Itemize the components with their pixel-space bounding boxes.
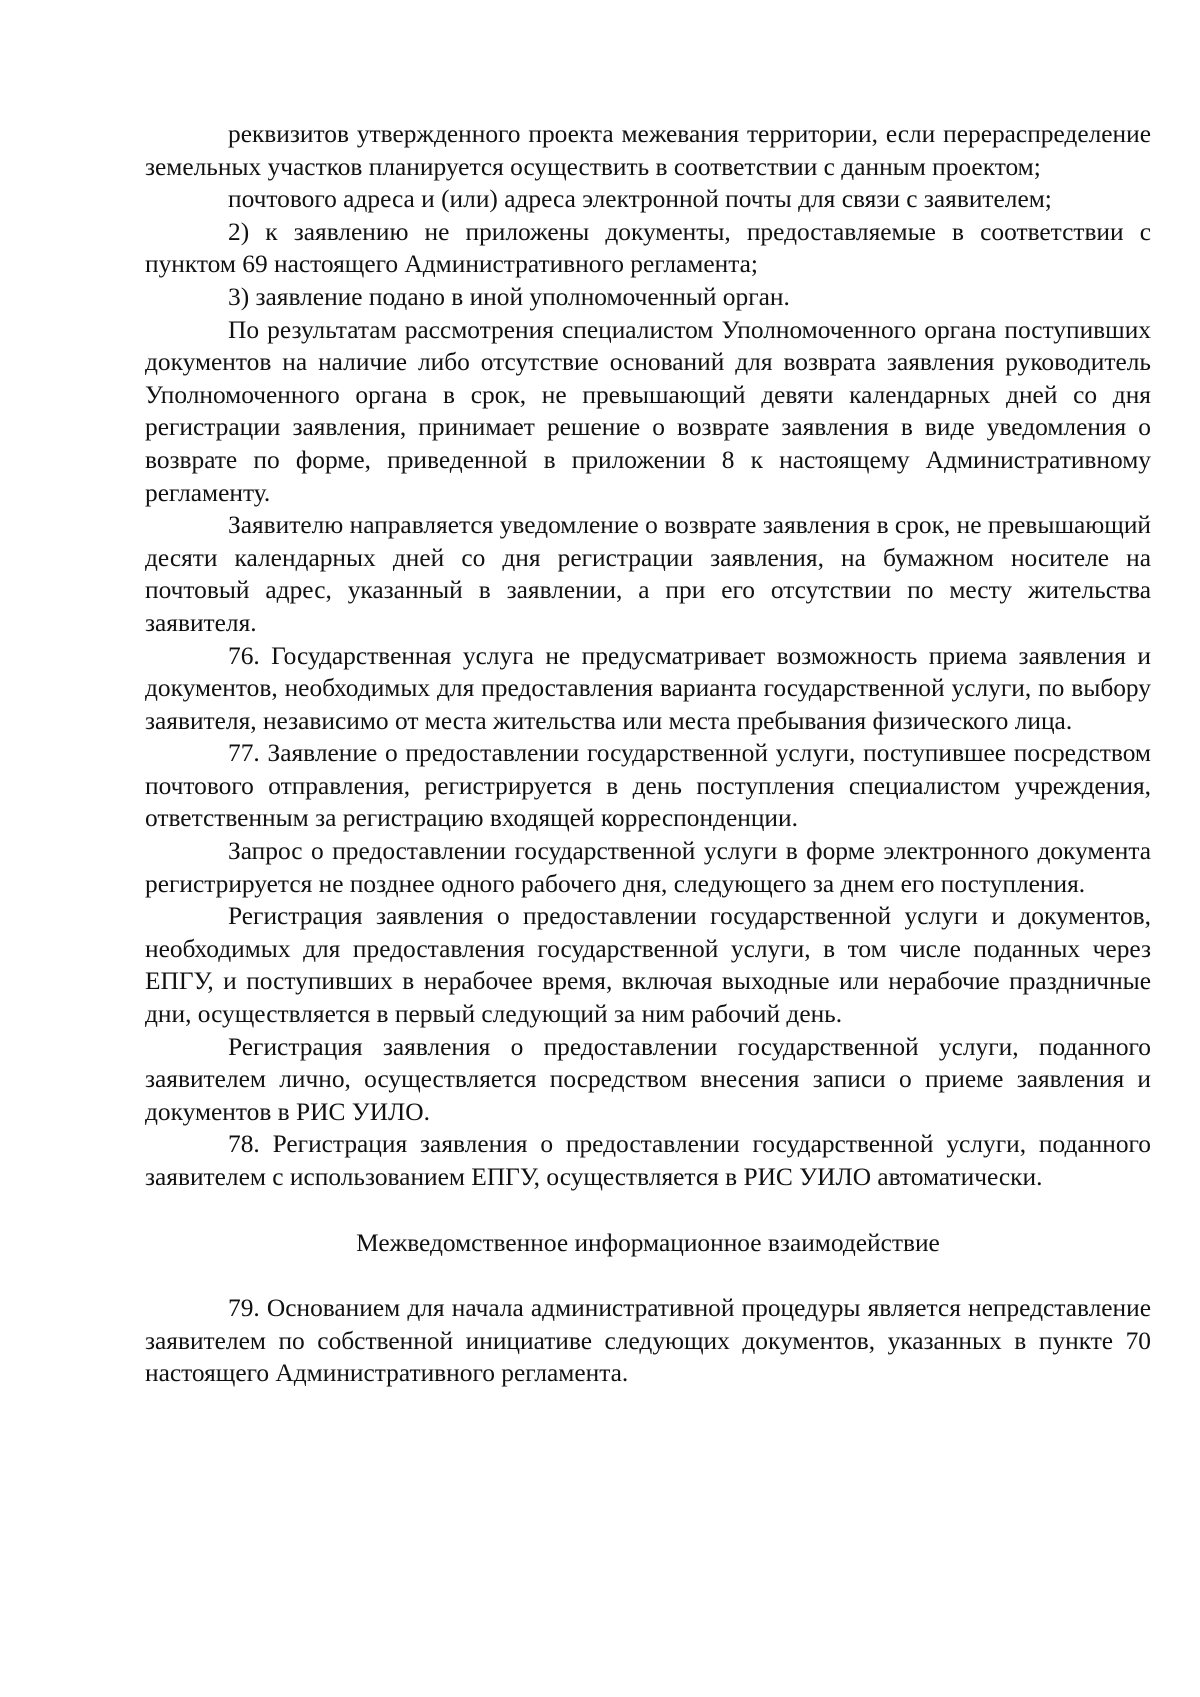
paragraph: почтового адреса и (или) адреса электронной почты для связи с заявителем; (228, 185, 1052, 214)
paragraph-76: 76. Государственная услуга не предусматривает возможность приема заявления и документов, необходимых для предоставления варианта государственной услуги, по выбору заявителя, независимо от места жительства или места пребывания физического лица. (145, 641, 1151, 735)
section-heading: Межведомственное информационное взаимодействие (356, 1228, 940, 1257)
paragraph-78: 78. Регистрация заявления о предоставлении государственной услуги, поданного заявителем с использованием ЕПГУ, осуществляется в РИС УИЛО автоматически. (145, 1130, 1151, 1191)
document-page (145, 118, 1151, 1390)
paragraph: Запрос о предоставлении государственной услуги в форме электронного документа регистрируется не позднее одного рабочего дня, следующего за днем его поступления. (145, 837, 1151, 898)
paragraph-77: 77. Заявление о предоставлении государственной услуги, поступившее посредством почтового отправления, регистрируется в день поступления специалистом учреждения, ответственным за регистрацию входящей корреспонденции. (145, 739, 1151, 833)
paragraph: 3) заявление подано в иной уполномоченный орган. (228, 282, 790, 311)
paragraph: Регистрация заявления о предоставлении государственной услуги и документов, необходимых для предоставления государственной услуги, в том числе поданных через ЕПГУ, и поступивших в нерабочее время, включая выходные или нерабочие праздничные дни, осуществляется в первый следующий за ним рабочий день. (145, 902, 1151, 1029)
paragraph: По результатам рассмотрения специалистом Уполномоченного органа поступивших документов на наличие либо отсутствие оснований для возврата заявления руководитель Уполномоченного органа в срок, не превышающий девяти календарных дней со дня регистрации заявления, принимает решение о возврате заявления в виде уведомления о возврате по форме, приведенной в приложении 8 к настоящему Административному регламенту. (145, 315, 1151, 507)
paragraph: Заявителю направляется уведомление о возврате заявления в срок, не превышающий десяти календарных дней со дня регистрации заявления, на бумажном носителе на почтовый адрес, указанный в заявлении, а при его отсутствии по месту жительства заявителя. (145, 511, 1151, 637)
paragraph: Регистрация заявления о предоставлении государственной услуги, поданного заявителем лично, осуществляется посредством внесения записи о приеме заявления и документов в РИС УИЛО. (145, 1032, 1151, 1126)
paragraph: 2) к заявлению не приложены документы, предоставляемые в соответствии с пунктом 69 настоящего Административного регламента; (145, 217, 1151, 279)
paragraph: реквизитов утвержденного проекта межевания территории, если перераспределение земельных участков планируется осуществить в соответствии с данным проектом; (145, 120, 1151, 181)
paragraph-79: 79. Основанием для начала административной процедуры является непредставление заявителем по собственной инициативе следующих документов, указанных в пункте 70 настоящего Административного регламента. (145, 1294, 1151, 1388)
